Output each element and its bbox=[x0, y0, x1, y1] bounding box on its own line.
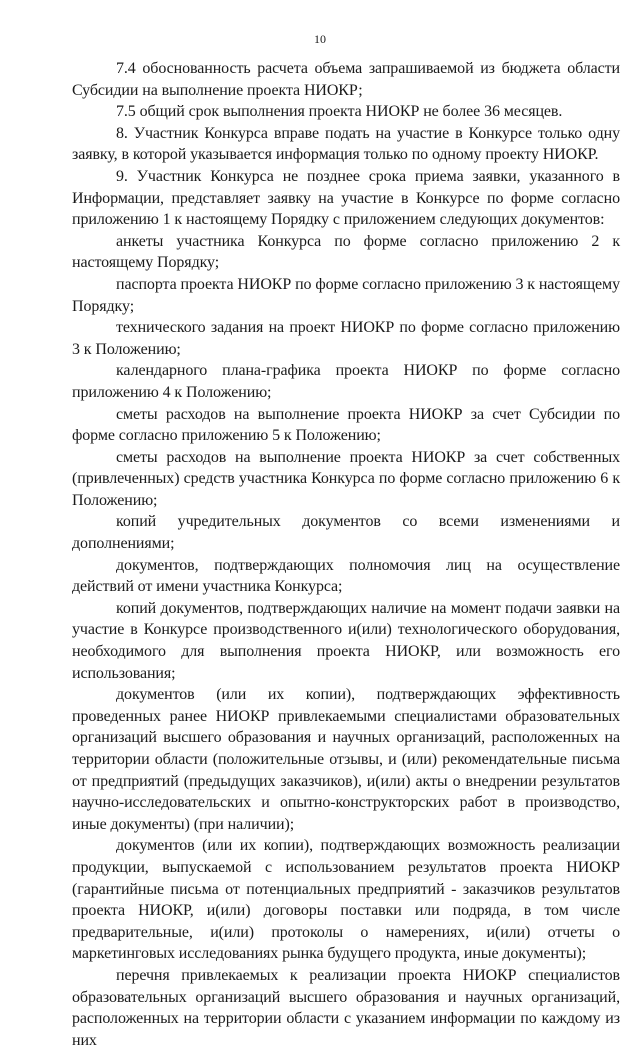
list-item-efficiency-documents: документов (или их копии), подтверждающих эффективность проведенных ранее НИОКР привлекаемыми специалистами образовательных организаций высшего образования и научных организаций, расположенных на территории области (положительные отзывы, и (или) рекомендательные письма от предприятий (предыдущих заказчиков), и(или) акты о внедрении результатов научно-исследовательских и опытно-конструкторских работ в производство, иные документы) (при наличии); bbox=[72, 686, 620, 833]
list-item-sales-documents: документов (или их копии), подтверждающих возможность реализации продукции, выпускаемой с использованием результатов проекта НИОКР (гарантийные письма от потенциальных предприятий - заказчиков результатов проекта НИОКР, и(или) договоры поставки или подряда, в том числе предварительные, и(или) протоколы о намерениях, и(или) отчеты о маркетинговых исследованиях рынка будущего продукта, иные документы); bbox=[72, 837, 620, 963]
list-item-authority-documents: документов, подтверждающих полномочия лиц на осуществление действий от имени участника Конкурса; bbox=[72, 556, 620, 596]
paragraph-8: 8. Участник Конкурса вправе подать на участие в Конкурсе только одну заявку, в которой указывается информация только по одному проекту НИОКР. bbox=[72, 124, 620, 164]
list-item-equipment-documents: копий документов, подтверждающих наличие на момент подачи заявки на участие в Конкурсе производственного и(или) технологического оборудования, необходимого для выполнения проекта НИОКР, или возможность его использования; bbox=[72, 599, 620, 682]
list-item-technical-task: технического задания на проект НИОКР по форме согласно приложению 3 к Положению; bbox=[72, 319, 620, 358]
list-item-founding-documents: копий учредительных документов со всеми изменениями и дополнениями; bbox=[72, 513, 620, 553]
paragraph-9: 9. Участник Конкурса не позднее срока приема заявки, указанного в Информации, представляет заявку на участие в Конкурсе по форме согласно приложению 1 к настоящему Порядку с приложением следующих документов: bbox=[72, 167, 620, 229]
paragraph-7-5: 7.5 общий срок выполнения проекта НИОКР не более 36 месяцев. bbox=[116, 103, 563, 121]
paragraph-7-4: 7.4 обоснованность расчета объема запрашиваемой из бюджета области Субсидии на выполнение проекта НИОКР; bbox=[72, 60, 620, 99]
list-item-passport: паспорта проекта НИОКР по форме согласно приложению 3 к настоящему Порядку; bbox=[72, 275, 620, 315]
list-item-calendar-plan: календарного плана-графика проекта НИОКР по форме согласно приложению 4 к Положению; bbox=[72, 362, 620, 401]
list-item-estimate-subsidy: сметы расходов на выполнение проекта НИОКР за счет Субсидии по форме согласно приложению 5 к Положению; bbox=[72, 405, 620, 445]
page-number: 10 bbox=[314, 32, 326, 46]
document-body bbox=[72, 58, 620, 1051]
list-item-specialists-list: перечня привлекаемых к реализации проекта НИОКР специалистов образовательных организаций высшего образования и научных организаций, расположенных на территории области с указанием информации по каждому из них bbox=[72, 966, 620, 1049]
list-item-estimate-own-funds: сметы расходов на выполнение проекта НИОКР за счет собственных (привлеченных) средств участника Конкурса по форме согласно приложению 6 к Положению; bbox=[72, 448, 620, 509]
list-item-questionnaire: анкеты участника Конкурса по форме согласно приложению 2 к настоящему Порядку; bbox=[72, 232, 620, 272]
